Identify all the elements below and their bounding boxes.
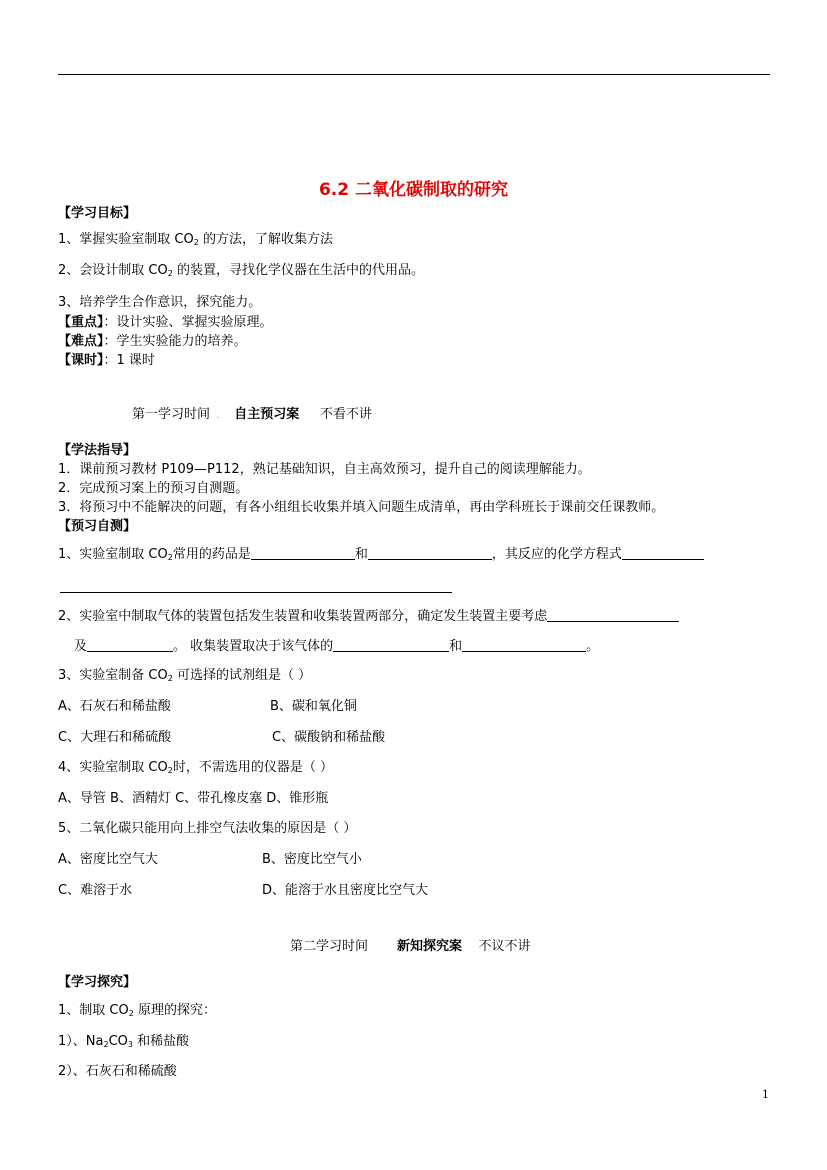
goal-2: 2、会设计制取 $CO_2$ 的装置，寻找化学仪器在生活中的代用品。 (58, 263, 424, 278)
blank[interactable] (87, 638, 173, 652)
method-2: 2．完成预习案上的预习自测题。 (58, 481, 249, 496)
explore-header: 【学习探究】 (58, 975, 137, 990)
question-2-line-2: 及 。 收集装置取决于该气体的 和 。 (74, 639, 600, 654)
key-point: 【重点】：设计实验、掌握实验原理。 (58, 315, 273, 330)
question-2-line-1: 2、实验室中制取气体的装置包括发生装置和收集装置两部分，确定发生装置主要考虑 (58, 608, 679, 625)
question-5: 5、二氧化碳只能用向上排空气法收集的原因是（ ） (58, 821, 357, 836)
method-header: 【学法指导】 (58, 443, 137, 458)
document-title: 6.2 二氧化碳制取的研究 (318, 180, 509, 200)
selftest-header: 【预习自测】 (58, 519, 137, 534)
method-1: 1．课前预习教材 P109—P112，熟记基础知识，自主高效预习，提升自己的阅读理解能力。 (58, 462, 591, 477)
q5-option-a: A、密度比空气大 (58, 852, 158, 867)
q3-option-a: A、石灰石和稀盐酸 (58, 699, 171, 714)
equation-blank[interactable] (60, 592, 452, 593)
blank[interactable] (462, 638, 586, 652)
explore-3: 2）、石灰石和稀硫酸 (58, 1064, 177, 1079)
goal-3: 3、培养学生合作意识，探究能力。 (58, 295, 262, 310)
q3-option-b: B、碳和氧化铜 (270, 699, 357, 714)
question-4: 4、实验室制取 $CO_2$时，不需选用的仪器是（ ） (58, 760, 333, 775)
question-3: 3、实验室制备 $CO_2$ 可选择的试剂组是（ ） (58, 668, 312, 683)
question-1: 1、实验室制取 $CO_2$常用的药品是 和 ，其反应的化学方程式 (58, 546, 704, 563)
q3-option-c: C、大理石和稀硫酸 (58, 730, 172, 745)
blank[interactable] (368, 546, 492, 560)
section-1-heading: 第一学习时间 . 自主预习案 不看不讲 (132, 407, 372, 422)
difficult-point: 【难点】：学生实验能力的培养。 (58, 334, 247, 349)
class-period: 【课时】：1 课时 (58, 353, 155, 368)
q5-option-d: D、能溶于水且密度比空气大 (262, 883, 429, 898)
q5-option-c: C、难溶于水 (58, 883, 133, 898)
method-3: 3．将预习中不能解决的问题，有各小组组长收集并填入问题生成清单，再由学科班长于课前交任课教师。 (58, 500, 665, 515)
page-number: 1 (762, 1088, 769, 1101)
section-2-heading: 第二学习时间 新知探究案 不议不讲 (290, 939, 531, 954)
blank[interactable] (622, 546, 704, 560)
blank[interactable] (251, 546, 355, 560)
q5-option-b: B、密度比空气小 (262, 852, 362, 867)
q3-option-d: C、碳酸钠和稀盐酸 (272, 730, 386, 745)
header-rule (58, 74, 770, 75)
goal-1: 1、掌握实验室制取 $CO_2$ 的方法，了解收集方法 (58, 232, 333, 247)
blank[interactable] (547, 608, 679, 622)
goals-header: 【学习目标】 (58, 206, 137, 221)
explore-1: 1、制取 $CO_2$ 原理的探究： (58, 1003, 216, 1018)
q4-options: A、导管 B、酒精灯 C、带孔橡皮塞 D、锥形瓶 (58, 791, 329, 806)
blank[interactable] (333, 638, 449, 652)
explore-2: 1）、$Na_2CO_3$ 和稀盐酸 (58, 1034, 190, 1049)
